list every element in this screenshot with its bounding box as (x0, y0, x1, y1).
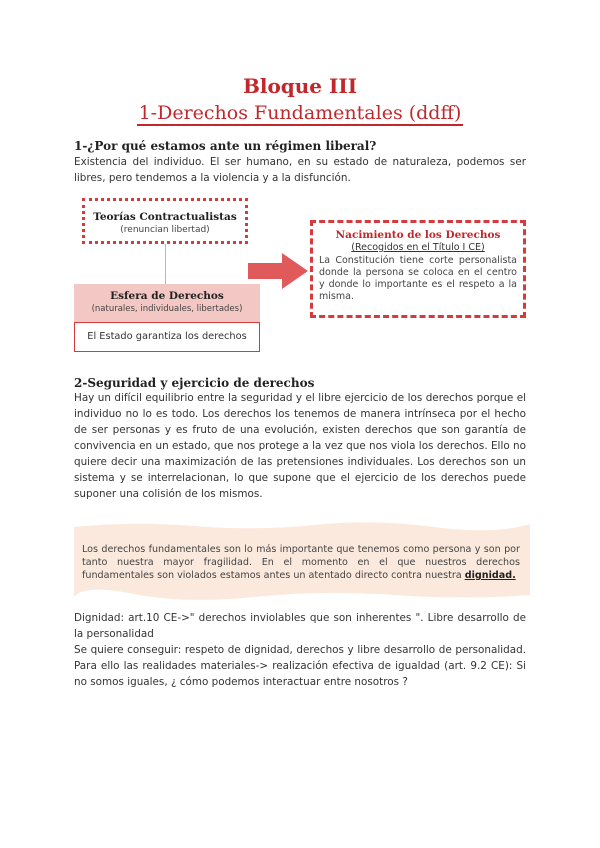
section2-heading: 2-Seguridad y ejercicio de derechos (74, 376, 315, 390)
box4-title: Nacimiento de los Derechos (335, 229, 501, 241)
box4-text: La Constitución tiene corte personalista donde la persona se coloca en el centro y donde lo importante es el respeto a la misma. (319, 255, 517, 302)
quote-box (74, 521, 530, 600)
dignidad-line2: Se quiere conseguir: respeto de dignidad, derechos y libre desarrollo de personalidad. Para ello las realidades materiales-> realización efectiva de igualdad (art. 9.2 CE): Si no somos iguales, ¿ cómo podemos interactuar entre nosotros ? (74, 644, 526, 688)
rights-sphere-box (74, 284, 260, 322)
box4-sub: (Recogidos en el Título I CE) (351, 242, 485, 253)
page-title: Bloque III (242, 74, 358, 98)
box2-title: Esfera de Derechos (110, 290, 224, 302)
page-subtitle (0, 102, 600, 124)
rights-birth-box (310, 220, 526, 318)
subtitle-text: 1-Derechos Fundamentales (ddff) (138, 102, 462, 124)
section1-heading: 1-¿Por qué estamos ante un régimen liberal? (74, 139, 377, 153)
quote-text: Los derechos fundamentales son lo más importante que tenemos como persona y son por tanto nuestra mayor fragilidad. En el momento en el que nuestros derechos fundamentales son violados estamos antes un atentado directo contra nuestra dignidad. (82, 544, 520, 581)
box2-sub: (naturales, individuales, libertades) (91, 304, 243, 314)
box1-sub: (renuncian libertad) (120, 225, 210, 235)
dignidad-line1: Dignidad: art.10 CE->" derechos inviolables que son inherentes ". Libre desarrollo de la personalidad (74, 612, 526, 640)
state-guarantee-box: El Estado garantiza los derechos (74, 322, 260, 352)
right-arrow-icon (248, 251, 310, 291)
section1-text: Existencia del individuo. El ser humano, en su estado de naturaleza, podemos ser libres, pero tendemos a la violencia y a la disfunción. (74, 156, 526, 184)
dignidad-block (74, 610, 526, 690)
contractualist-box (82, 198, 248, 244)
section2-text: Hay un difícil equilibrio entre la seguridad y el libre ejercicio de los derechos porque el individuo no lo es todo. Los derechos los tenemos de manera intrínseca por el hecho de ser personas y es fruto de una evolución, existen derechos que son garantía de convivencia en un estado, que nos protege a la vez que nos viola los derechos. Ello no quiere decir una maximización de las pretensiones individuales. Los derechos son un sistema y se interrelacionan, lo que supone que el ejercicio de los derechos puede suponer una colisión de los mismos. (74, 392, 526, 500)
quote-emphasis: dignidad. (464, 570, 516, 581)
box1-title: Teorías Contractualistas (93, 211, 237, 223)
connector-line (165, 244, 166, 284)
